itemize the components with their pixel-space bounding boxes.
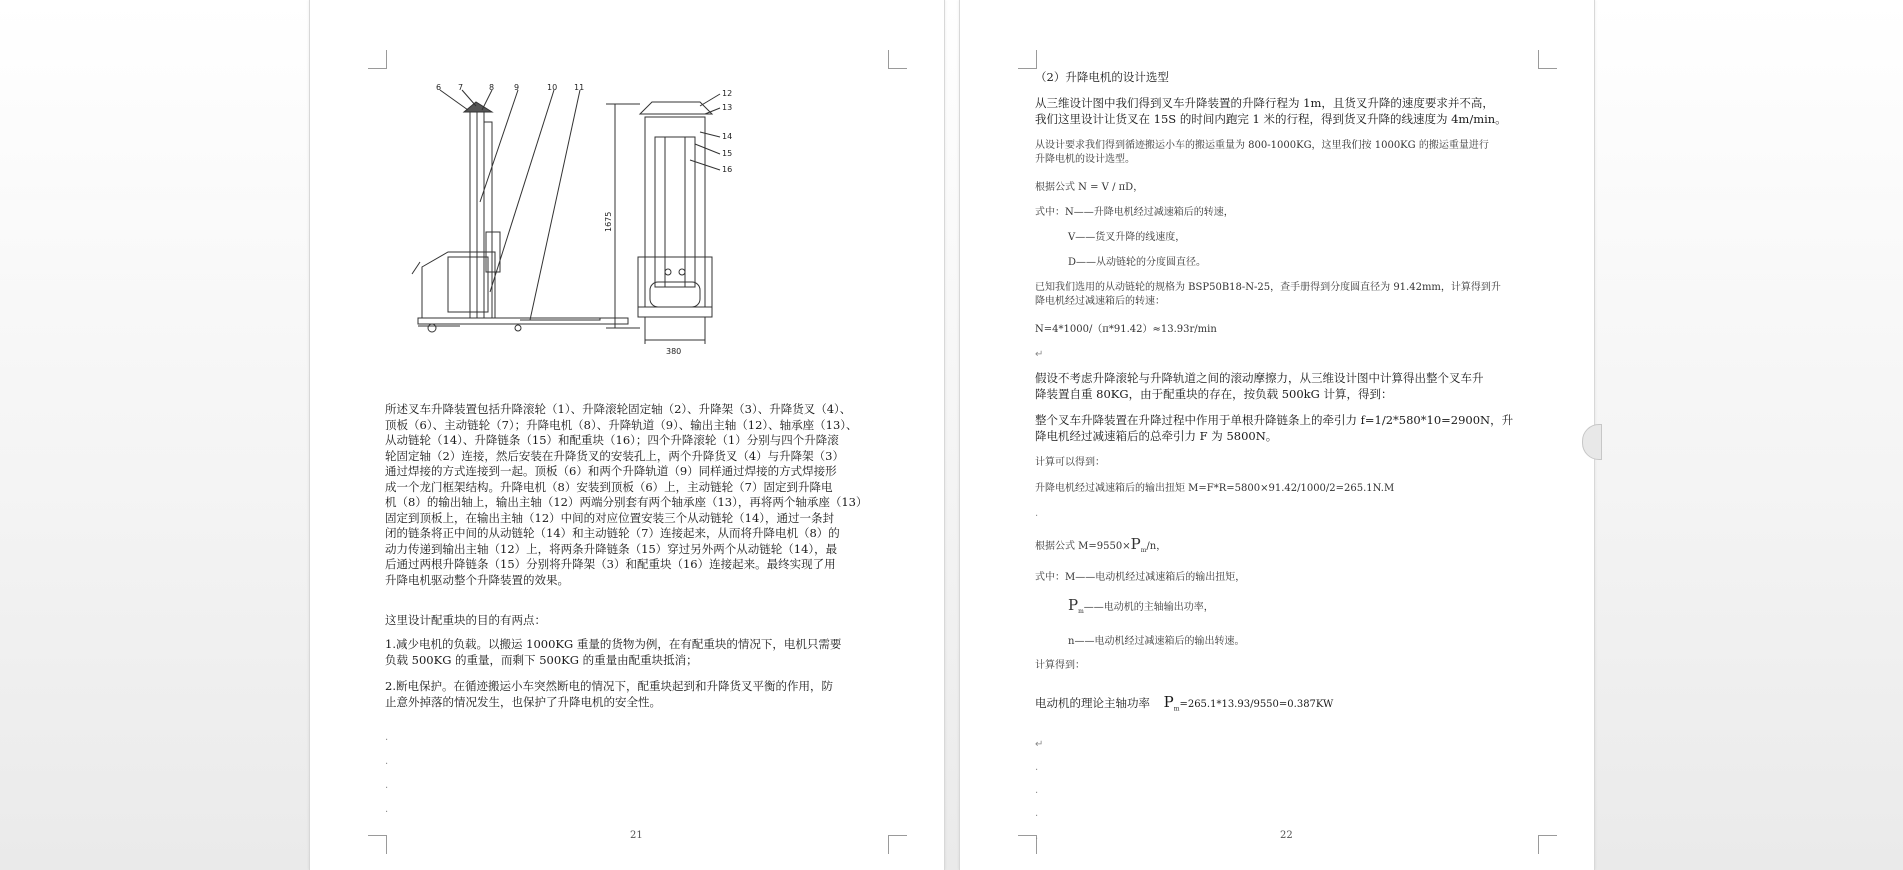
callout-13: 13 bbox=[722, 103, 733, 112]
crop-mark-top-right bbox=[1538, 50, 1557, 69]
callout-9: 9 bbox=[514, 83, 520, 92]
dimension-width: 380 bbox=[666, 347, 682, 356]
result-torque: 升降电机经过减速箱后的输出扭矩 M=F*R=5800×91.42/1000/2=265.1N.M bbox=[1035, 483, 1395, 494]
calc-result-intro: 计算得到： bbox=[1035, 660, 1085, 671]
crop-mark-top-left bbox=[1018, 50, 1037, 69]
paragraph-load-weight: 从设计要求我们得到循迹搬运小车的搬运重量为 800-1000KG，这里我们按 1000KG 的搬运重量进行 升降电机的设计选型。 bbox=[1035, 140, 1489, 165]
paragraph-friction-assumption: 假设不考虑升降滚轮与升降轨道之间的滚动摩擦力，从三维设计图中计算得出整个叉车升 降装置自重 80KG，由于配重块的存在，按负载 500kG 计算，得到： bbox=[1035, 371, 1484, 401]
formula-torque: 根据公式 $M=9550\times P_m/n$， bbox=[1035, 535, 1167, 554]
formula-def-n2: n——电动机经过减速箱后的输出转速。 bbox=[1068, 636, 1245, 647]
forklift-lift-drawing bbox=[400, 82, 820, 382]
counterweight-purpose-text: 这里设计配重块的目的有两点： bbox=[385, 613, 546, 627]
result-motor-power: 电动机的理论主轴功率 $P_m=265.1*13.93/9550=0.387KW$ bbox=[1035, 693, 1334, 713]
crop-mark-bottom-right bbox=[888, 835, 907, 854]
document-page-22 bbox=[959, 0, 1595, 870]
callout-8: 8 bbox=[489, 83, 495, 92]
page-number: 21 bbox=[630, 830, 643, 841]
callout-16: 16 bbox=[722, 165, 733, 174]
page-number: 22 bbox=[1280, 830, 1293, 841]
empty-paragraph-mark: ↵ bbox=[1035, 349, 1044, 360]
callout-15: 15 bbox=[722, 149, 733, 158]
crop-mark-top-right bbox=[888, 50, 907, 69]
calc-intro: 计算可以得到： bbox=[1035, 457, 1105, 468]
page-scroll-handle[interactable] bbox=[1582, 424, 1602, 460]
section-heading: （2）升降电机的设计选型 bbox=[1035, 70, 1169, 84]
crop-mark-bottom-left bbox=[368, 835, 387, 854]
list-item-2: 2.断电保护。在循迹搬运小车突然断电的情况下，配重块起到和升降货叉平衡的作用，防 止意外掉落的情况发生，也保护了升降电机的安全性。 bbox=[385, 679, 833, 709]
callout-12: 12 bbox=[722, 89, 733, 98]
paragraph-sprocket-spec: 已知我们选用的从动链轮的规格为 BSP50B18-N-25，查手册得到分度圆直径为 91.42mm，计算得到升 降电机经过减速箱后的转速： bbox=[1035, 282, 1501, 307]
empty-paragraph-marks: . . . . bbox=[385, 732, 389, 815]
document-page-21 bbox=[309, 0, 945, 870]
callout-11: 11 bbox=[574, 83, 585, 92]
paragraph-traction-force: 整个叉车升降装置在升降过程中作用于单根升降链条上的牵引力 f=1/2*580*10=2900N，升 降电机经过减速箱后的总牵引力 F 为 5800N。 bbox=[1035, 413, 1514, 443]
paragraph-lift-travel: 从三维设计图中我们得到叉车升降装置的升降行程为 1m，且货叉升降的速度要求并不高， 我们这里设计让货叉在 15S 的时间内跑完 1 米的行程，得到货叉升降的线速度为 4m/min。 bbox=[1035, 96, 1507, 126]
crop-mark-top-left bbox=[368, 50, 387, 69]
callout-14: 14 bbox=[722, 132, 733, 141]
callout-7: 7 bbox=[458, 83, 464, 92]
formula-def-n: 式中：N——升降电机经过减速箱后的转速， bbox=[1035, 207, 1234, 218]
list-item-1: 1.减少电机的负载。以搬运 1000KG 重量的货物为例，在有配重块的情况下，电机只需要 负载 500KG 的重量，而剩下 500KG 的重量由配重块抵消； bbox=[385, 637, 842, 667]
empty-paragraph-marks: ↵ . . . . bbox=[1035, 739, 1044, 842]
formula-def-d: D——从动链轮的分度圆直径。 bbox=[1068, 257, 1207, 268]
callout-6: 6 bbox=[436, 83, 442, 92]
formula-def-m: 式中：M——电动机经过减速箱后的输出扭矩， bbox=[1035, 572, 1246, 583]
callout-10: 10 bbox=[547, 83, 558, 92]
result-speed: N=4*1000/（π*91.42）≈13.93r/min bbox=[1035, 324, 1217, 335]
crop-mark-bottom-right bbox=[1538, 835, 1557, 854]
empty-paragraph-mark: . bbox=[1035, 508, 1039, 519]
dimension-height: 1675 bbox=[604, 211, 613, 232]
formula-def-v: V——货叉升降的线速度， bbox=[1068, 232, 1186, 243]
formula-def-pm: $P_m——$电动机的主轴输出功率， bbox=[1068, 596, 1214, 615]
formula-speed: 根据公式 N = V / πD， bbox=[1035, 182, 1144, 193]
description-paragraph: 所述叉车升降装置包括升降滚轮（1）、升降滚轮固定轴（2）、升降架（3）、升降货叉（4）、 顶板（6）、主动链轮（7）；升降电机（8）、升降轨道（9）、输出主轴（12）、轴承座（13）、 从动链轮（14）、升降链条（15）和配重块（16）；四个升降滚轮（1）分别与四个升降滚 轮固定轴（2）连接，然后安装在升降货叉的安装孔上，两个升降货叉（4）与升降架（3） 通过焊接的方式连接到一起。顶板（6）和两个升降轨道（9）同样通过焊接的方式焊接形 成一个龙门框架结构。升降电机（8）安装到顶板（6）上，主动链轮（7）固定到升降电 机（8）的输出轴上，输出主轴（12）两端分别套有两个轴承座（13），再将两个轴承座（13） 固定到顶板上，在输出主轴（12）中间的对应位置安装三个从动链轮（14），通过一条封 闭的链条将正中间的从动链轮（14）和主动链轮（7）连接起来，从而将升降电机（8）的 动力传递到输出主轴（12）上，将两条升降链条（15）穿过另外两个从动链轮（14），最 后通过两根升降链条（15）分别将升降架（3）和配重块（16）连接起来。最终实现了用 升降电机驱动整个升降装置的效果。 bbox=[385, 402, 868, 587]
